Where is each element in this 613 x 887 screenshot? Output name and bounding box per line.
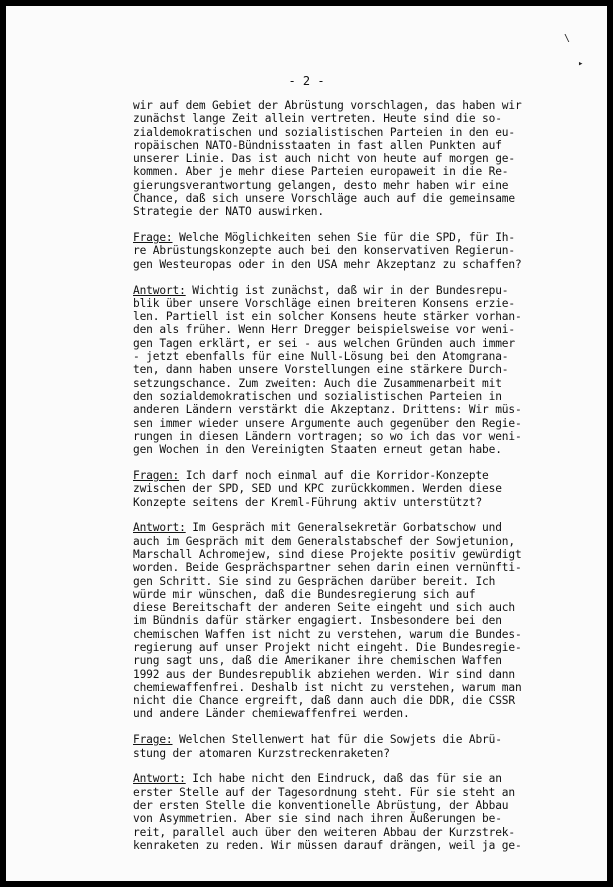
text-line	[133, 192, 563, 205]
corner-mark: \	[564, 33, 571, 44]
text-line	[133, 205, 563, 218]
line-text: anderen Ländern verstärkt die Akzeptanz. Drittens: Wir müs-	[133, 403, 522, 417]
line-text: den als früher. Wenn Herr Dregger beispielsweise vor weni-	[133, 323, 515, 337]
line-text: ropäischen NATO-Bündnisstaaten in fast allen Punkten auf	[133, 138, 502, 152]
line-text: Konzepte seitens der Kreml-Führung aktiv unterstützt?	[133, 495, 483, 509]
text-line	[133, 323, 563, 336]
line-text: diese Bereitschaft der anderen Seite eingeht und sich auch	[133, 601, 515, 615]
line-text: regierung auf unser Projekt nicht eingeht. Die Bundesregie-	[133, 640, 522, 654]
text-line	[133, 363, 563, 376]
line-text: gen Wochen in den Vereinigten Staaten erneut getan habe.	[133, 443, 502, 457]
text-line	[133, 482, 563, 495]
line-text: von Asymmetrien. Aber sie sind nach ihren Äußerungen be-	[133, 812, 502, 826]
text-line	[133, 126, 563, 139]
text-line	[133, 668, 563, 681]
text-line	[133, 403, 563, 416]
paragraph	[133, 772, 563, 852]
text-line	[133, 244, 563, 257]
text-line	[133, 681, 563, 694]
line-text: sen immer wieder unsere Argumente auch gegenüber den Regie-	[133, 416, 522, 430]
line-text: blik über unsere Vorschläge einen breiteren Konsens erzie-	[133, 296, 515, 310]
text-line	[133, 377, 563, 390]
paragraph	[133, 284, 563, 457]
text-line	[133, 588, 563, 601]
line-text: Ich habe nicht den Eindruck, daß das für sie an	[185, 772, 502, 786]
line-text: den sozialdemokratischen und sozialistischen Parteien in	[133, 389, 502, 403]
text-line	[133, 575, 563, 588]
text-line	[133, 733, 563, 746]
paragraph	[133, 733, 563, 760]
text-line	[133, 417, 563, 430]
text-line	[133, 535, 563, 548]
text-line	[133, 231, 563, 244]
speaker-label: Frage:	[133, 231, 173, 245]
text-line	[133, 628, 563, 641]
line-text: setzungschance. Zum zweiten: Auch die Zusammenarbeit mit	[133, 376, 502, 390]
text-line	[133, 112, 563, 125]
line-text: gen Schritt. Sie sind zu Gesprächen darüber bereit. Ich	[133, 574, 496, 588]
line-text: zwischen der SPD, SED und KPC zurückkommen. Werden diese	[133, 482, 502, 496]
line-text: Welchen Stellenwert hat für die Sowjets die Abrü-	[172, 733, 502, 747]
line-text: Welche Möglichkeiten sehen Sie für die SPD, für Ih-	[172, 231, 515, 245]
document-page	[6, 6, 607, 881]
line-text: Ich darf noch einmal auf die Korridor-Konzepte	[179, 468, 489, 482]
line-text: ten, dann haben unsere Vorstellungen eine stärkere Durch-	[133, 363, 509, 377]
line-text: gen Westeuropas oder in den USA mehr Akzeptanz zu schaffen?	[133, 257, 522, 271]
text-line	[133, 812, 563, 825]
line-text: Chance, daß sich unsere Vorschläge auch auf die gemeinsame	[133, 192, 515, 206]
line-text: und andere Länder chemiewaffenfrei werden.	[133, 707, 410, 721]
speaker-label: Fragen:	[133, 468, 180, 482]
line-text: kenraketen zu reden. Wir müssen darauf drängen, weil ja ge-	[133, 838, 522, 852]
text-line	[133, 297, 563, 310]
text-line	[133, 601, 563, 614]
text-line	[133, 747, 563, 760]
text-line	[133, 284, 563, 297]
line-text: unserer Linie. Das ist auch nicht von heute auf morgen ge-	[133, 152, 515, 166]
text-line	[133, 258, 563, 271]
line-text: im Bündnis dafür stärker engagiert. Insbesondere bei den	[133, 614, 502, 628]
document-body	[133, 99, 563, 865]
text-line	[133, 179, 563, 192]
page-number: - 2 -	[288, 74, 325, 88]
line-text: reit, parallel auch über den weiteren Abbau der Kurzstrek-	[133, 825, 515, 839]
text-line	[133, 561, 563, 574]
text-line	[133, 799, 563, 812]
paragraph	[133, 469, 563, 509]
speaker-label: Frage:	[133, 733, 173, 747]
line-text: wir auf dem Gebiet der Abrüstung vorschlagen, das haben wir	[133, 99, 522, 112]
line-text: Im Gespräch mit Generalsekretär Gorbatschow und	[185, 521, 502, 535]
text-line	[133, 521, 563, 534]
text-line	[133, 641, 563, 654]
line-text: nicht die Chance ergreift, daß dann auch die DDR, die CSSR	[133, 694, 515, 708]
text-line	[133, 350, 563, 363]
text-line	[133, 390, 563, 403]
line-text: erster Stelle auf der Tagesordnung steht. Für sie steht an	[133, 785, 515, 799]
text-line	[133, 772, 563, 785]
text-line	[133, 614, 563, 627]
text-line	[133, 469, 563, 482]
text-line	[133, 443, 563, 456]
line-text: zunächst lange Zeit allein vertreten. Heute sind die so-	[133, 112, 502, 126]
line-text: gierungsverantwortung gelangen, desto mehr haben wir eine	[133, 178, 509, 192]
text-line	[133, 337, 563, 350]
text-line	[133, 139, 563, 152]
line-text: gen Tagen erklärt, er sei - aus welchen Gründen auch immer	[133, 336, 515, 350]
speaker-label: Antwort:	[133, 521, 186, 535]
text-line	[133, 310, 563, 323]
text-line	[133, 839, 563, 852]
line-text: würde mir wünschen, daß die Bundesregierung sich auf	[133, 587, 476, 601]
line-text: kommen. Aber je mehr diese Parteien europaweit in die Re-	[133, 165, 509, 179]
line-text: auch im Gespräch mit dem Generalstabschef der Sowjetunion,	[133, 534, 515, 548]
line-text: stung der atomaren Kurzstreckenraketen?	[133, 746, 390, 760]
text-line	[133, 496, 563, 509]
line-text: worden. Beide Gesprächspartner sehen darin einen vernünfti-	[133, 561, 522, 575]
text-line	[133, 165, 563, 178]
text-line	[133, 99, 563, 112]
line-text: re Abrüstungskonzepte auch bei den konservativen Regierun-	[133, 244, 515, 258]
line-text: Wichtig ist zunächst, daß wir in der Bundesrepu-	[185, 283, 509, 297]
line-text: 1992 aus der Bundesrepublik abziehen werden. Wir sind dann	[133, 667, 515, 681]
speaker-label: Antwort:	[133, 283, 186, 297]
text-line	[133, 548, 563, 561]
text-line	[133, 826, 563, 839]
line-text: der ersten Stelle die konventionelle Abrüstung, der Abbau	[133, 798, 509, 812]
line-text: len. Partiell ist ein solcher Konsens heute stärker vorhan-	[133, 310, 522, 324]
line-text: rungen in diesen Ländern vortragen; so wo ich das vor weni-	[133, 429, 522, 443]
paragraph	[133, 99, 563, 219]
corner-mark: ▸	[578, 59, 584, 69]
line-text: Marschall Achromejew, sind diese Projekte positiv gewürdigt	[133, 547, 522, 561]
line-text: rung sagt uns, daß die Amerikaner ihre chemischen Waffen	[133, 654, 502, 668]
text-line	[133, 430, 563, 443]
paragraph	[133, 521, 563, 720]
text-line	[133, 694, 563, 707]
text-line	[133, 152, 563, 165]
line-text: chemiewaffenfrei. Deshalb ist nicht zu verstehen, warum man	[133, 680, 522, 694]
speaker-label: Antwort:	[133, 772, 186, 786]
text-line	[133, 707, 563, 720]
text-line	[133, 654, 563, 667]
line-text: chemischen Waffen ist nicht zu verstehen, warum die Bundes-	[133, 627, 522, 641]
text-line	[133, 786, 563, 799]
line-text: zialdemokratischen und sozialistischen Parteien in den eu-	[133, 125, 515, 139]
line-text: - jetzt ebenfalls für eine Null-Lösung bei den Atomgrana-	[133, 350, 509, 364]
paragraph	[133, 231, 563, 271]
line-text: Strategie der NATO auswirken.	[133, 205, 324, 219]
